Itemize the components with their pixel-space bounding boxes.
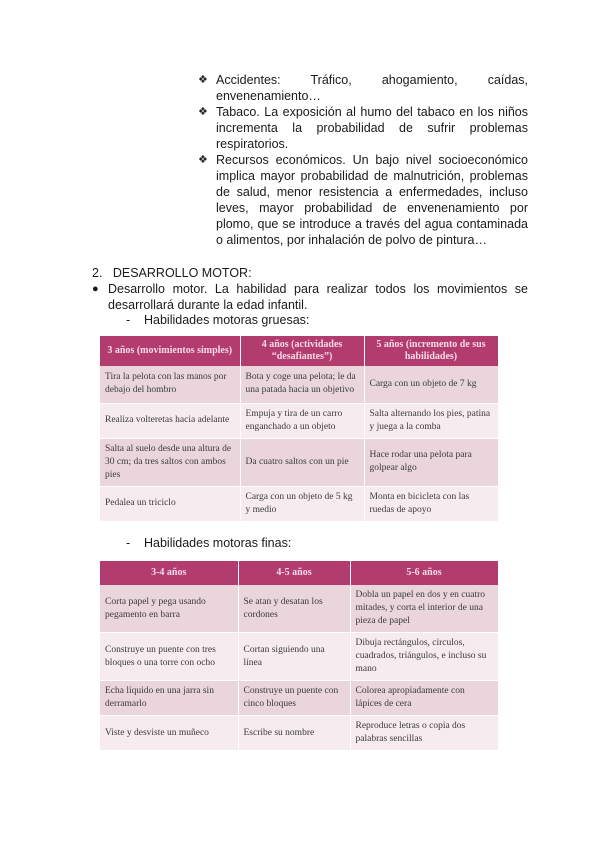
table-header-cell: 5-6 años	[350, 561, 498, 585]
table-row	[100, 585, 498, 633]
table-cell: Corta papel y pega usando pegamento en barra	[100, 585, 238, 633]
table-row	[100, 633, 498, 681]
gross-heading	[126, 312, 309, 328]
table-cell: Salta al suelo desde una altura de 30 cm; da tres saltos con ambos pies	[100, 438, 240, 486]
table-cell: Carga con un objeto de 7 kg	[364, 366, 498, 403]
table-cell: Reproduce letras o copia dos palabras sencillas	[350, 716, 498, 751]
diamond-bullet-icon: ❖	[198, 106, 208, 118]
table-cell: Construye un puente con tres bloques o una torre con ocho	[100, 633, 238, 681]
table-header-cell: 4-5 años	[238, 561, 350, 585]
section-number: 2.	[92, 266, 103, 280]
table-cell: Bota y coge una pelota; le da una patada hacia un objetivo	[240, 366, 364, 403]
table-cell: Se atan y desatan los cordones	[238, 585, 350, 633]
round-bullet-icon: ●	[92, 283, 99, 295]
table-cell: Empuja y tira de un carro enganchado a un objeto	[240, 403, 364, 438]
table-header-cell: 4 años (actividades “desafiantes”)	[240, 336, 364, 366]
table-header-cell: 3 años (movimientos simples)	[100, 336, 240, 366]
diamond-bullet-icon: ❖	[198, 74, 208, 86]
table-cell: Construye un puente con cinco bloques	[238, 681, 350, 716]
table-cell: Realiza volteretas hacia adelante	[100, 403, 240, 438]
gross-motor-table	[100, 336, 499, 522]
bullet-tabaco: ❖ Tabaco. La exposición al humo del tabaco en los niños incrementa la probabilidad de sufrir problemas respiratorios.	[198, 105, 528, 151]
bullet-accidentes: ❖ Accidentes: Tráfico, ahogamiento, caídas, envenenamiento…	[198, 73, 528, 103]
definition-text: Desarrollo motor. La habilidad para realizar todos los movimientos se desarrollará durante la edad infantil.	[108, 282, 528, 312]
table-cell: Hace rodar una pelota para golpear algo	[364, 438, 498, 486]
section-heading	[92, 265, 532, 281]
table-cell: Echa líquido en una jarra sin derramarlo	[100, 681, 238, 716]
table-header-row	[100, 561, 498, 585]
table-cell: Monta en bicicleta con las ruedas de apoyo	[364, 486, 498, 521]
table-row	[100, 681, 498, 716]
table-row	[100, 366, 498, 403]
dash-marker: -	[126, 313, 131, 327]
table-row	[100, 438, 498, 486]
bullet-recursos: ❖ Recursos económicos. Un bajo nivel socioeconómico implica mayor probabilidad de malnutrición, problemas de salud, menor resistencia a enfermedades, incluso leves, mayor probabilidad de envenenamiento por plomo, que se introduce a través del agua contaminada o alimentos, por inhalación de polvo de pintura…	[198, 153, 528, 247]
table-row	[100, 486, 498, 521]
dash-marker: -	[126, 536, 131, 550]
table-row	[100, 403, 498, 438]
table-cell: Carga con un objeto de 5 kg y medio	[240, 486, 364, 521]
table-cell: Colorea apropiadamente con lápices de cera	[350, 681, 498, 716]
fine-motor-table	[100, 561, 499, 751]
table-header-row	[100, 336, 498, 366]
risk-factor-list	[198, 72, 528, 248]
section-title: DESARROLLO MOTOR:	[112, 266, 252, 280]
table-header-cell: 3-4 años	[100, 561, 238, 585]
table-cell: Salta alternando los pies, patina y juega a la comba	[364, 403, 498, 438]
table-cell: Dibuja rectángulos, círculos, cuadrados, triángulos, e incluso su mano	[350, 633, 498, 681]
fine-heading	[126, 535, 291, 551]
fine-heading-text: Habilidades motoras finas:	[144, 536, 292, 550]
table-cell: Pedalea un triciclo	[100, 486, 240, 521]
table-cell: Cortan siguiendo una línea	[238, 633, 350, 681]
table-cell: Tira la pelota con las manos por debajo del hombro	[100, 366, 240, 403]
table-cell: Escribe su nombre	[238, 716, 350, 751]
table-row	[100, 716, 498, 751]
table-cell: Da cuatro saltos con un pie	[240, 438, 364, 486]
table-cell: Dobla un papel en dos y en cuatro mitades, y corta el interior de una pieza de papel	[350, 585, 498, 633]
diamond-bullet-icon: ❖	[198, 154, 208, 166]
definition-item	[92, 281, 528, 313]
gross-heading-text: Habilidades motoras gruesas:	[144, 313, 310, 327]
table-cell: Viste y desviste un muñeco	[100, 716, 238, 751]
table-header-cell: 5 años (incremento de sus habilidades)	[364, 336, 498, 366]
